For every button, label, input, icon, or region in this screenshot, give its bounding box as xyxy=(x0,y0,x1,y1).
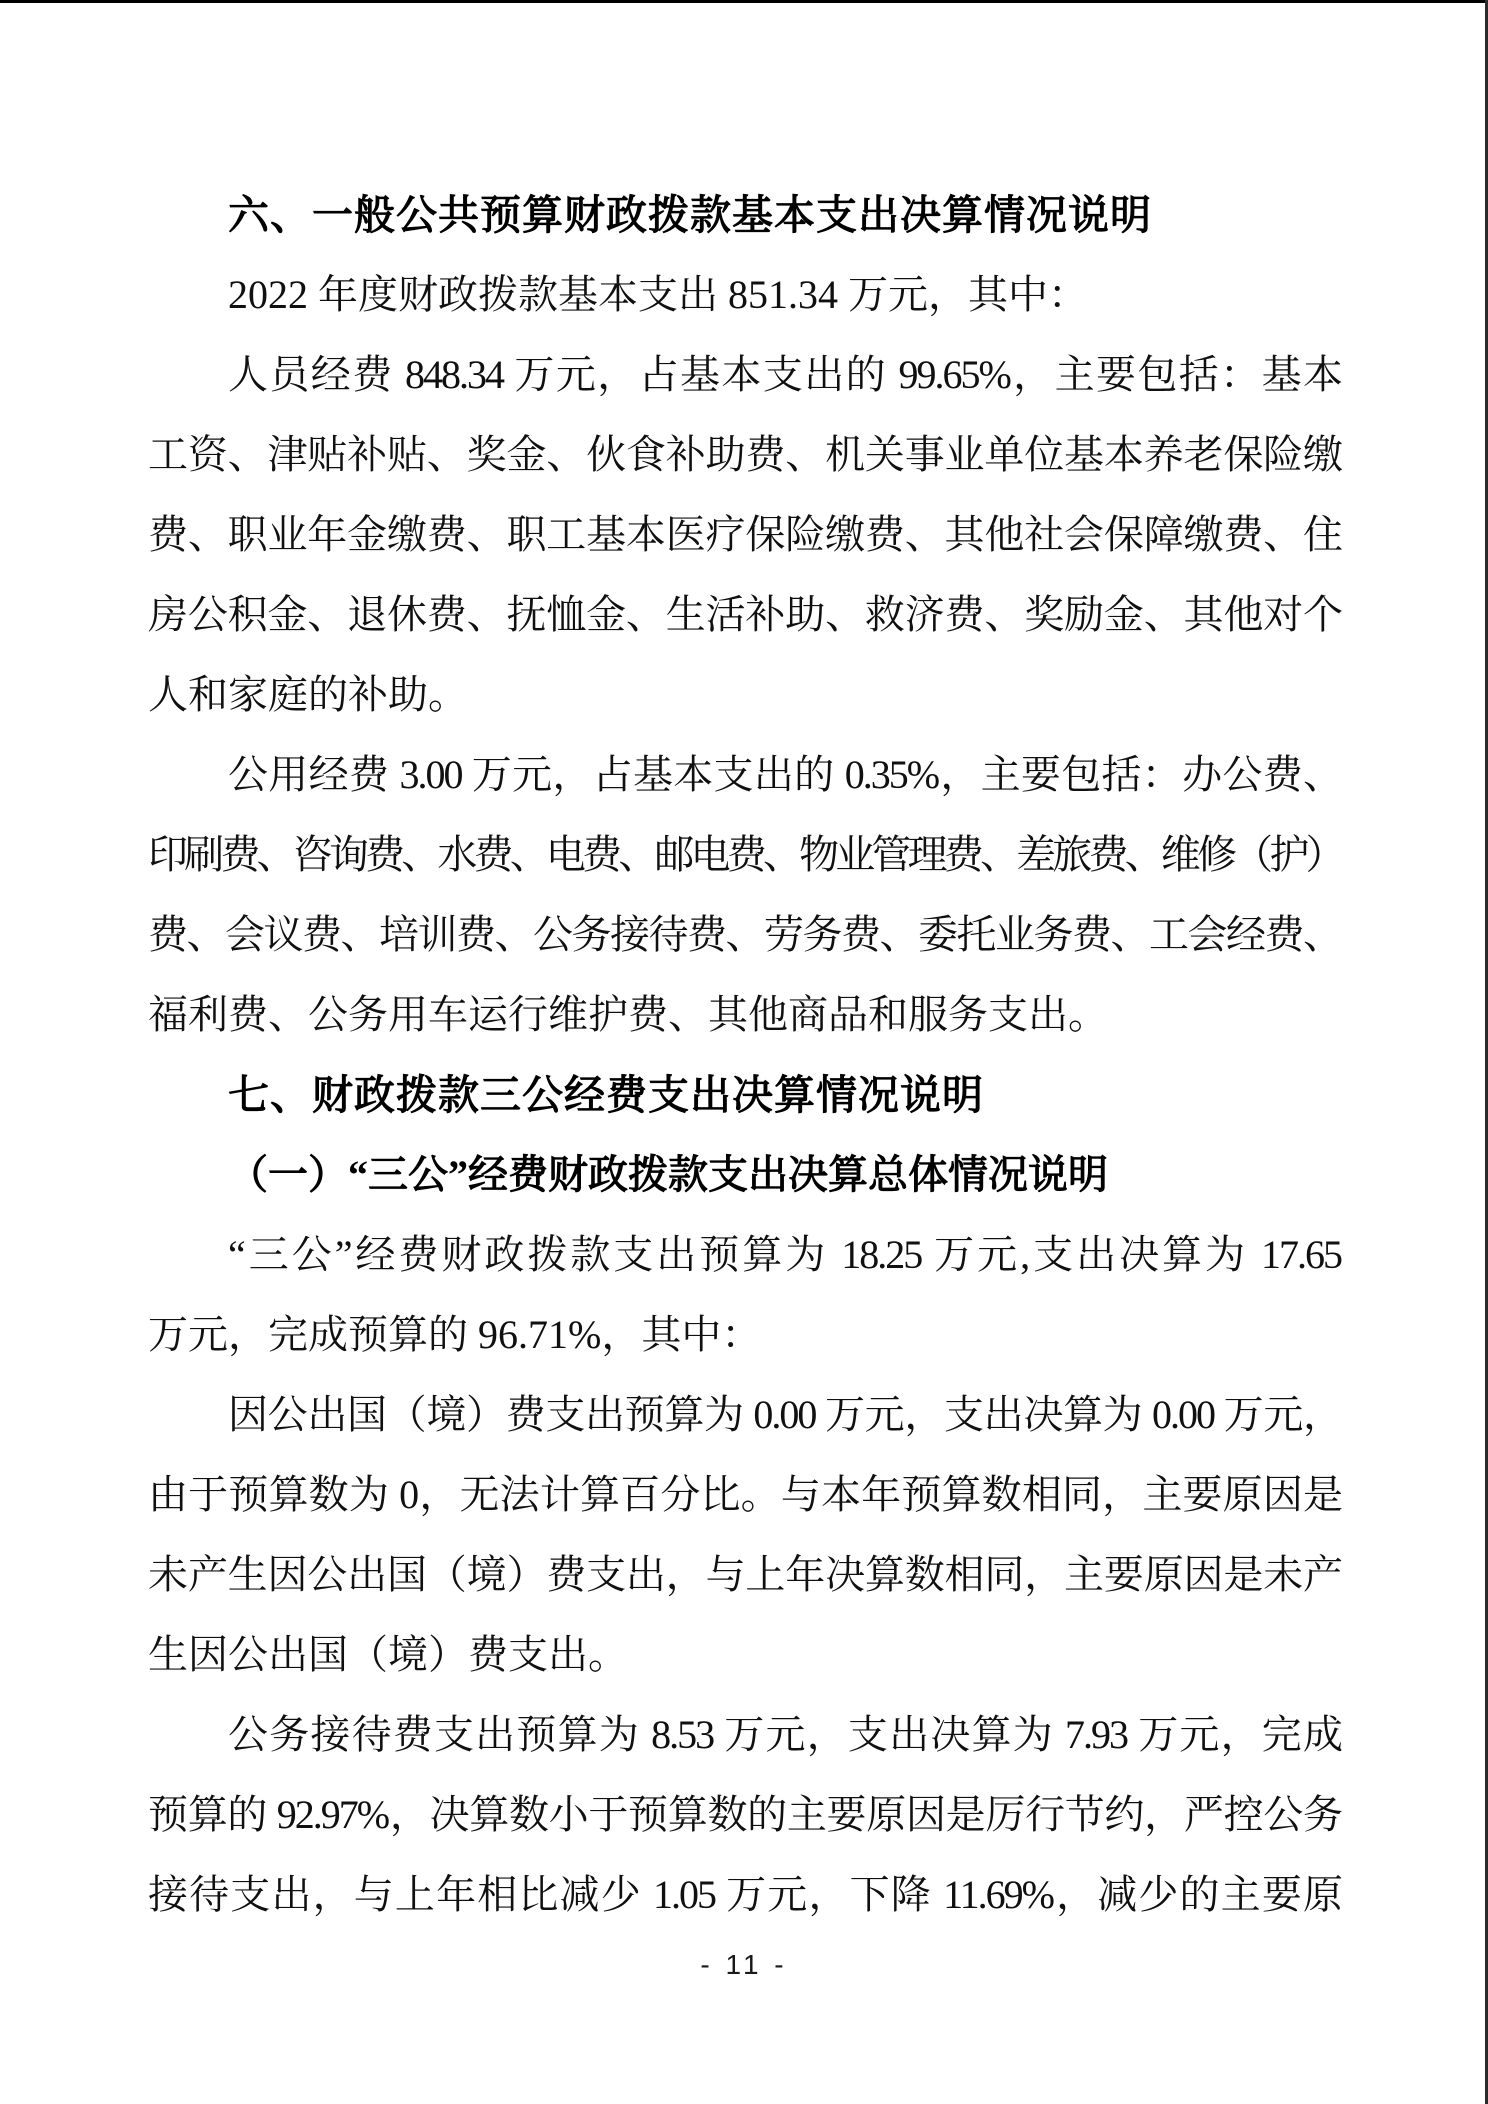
paragraph-line: 预算的 92.97%，决算数小于预算数的主要原因是厉行节约，严控公务 xyxy=(148,1792,1341,1837)
paragraph-line: 人员经费 848.34 万元，占基本支出的 99.65%，主要包括：基本 xyxy=(228,352,1341,397)
paragraph-line: 公用经费 3.00 万元，占基本支出的 0.35%，主要包括：办公费、 xyxy=(228,752,1341,797)
paragraph-line: 房公积金、退休费、抚恤金、生活补助、救济费、奖励金、其他对个 xyxy=(148,592,1341,637)
page-footer xyxy=(0,1942,1488,1988)
paragraph-line: 工资、津贴补贴、奖金、伙食补助费、机关事业单位基本养老保险缴 xyxy=(148,432,1341,477)
paragraph-line: 2022 年度财政拨款基本支出 851.34 万元，其中： xyxy=(228,272,1088,317)
paragraph-line: 费、会议费、培训费、公务接待费、劳务费、委托业务费、工会经费、 xyxy=(148,912,1341,957)
section-heading-line: 七、财政拨款三公经费支出决算情况说明 xyxy=(228,1072,984,1118)
paragraph-line: 万元，完成预算的 96.71%，其中： xyxy=(148,1312,762,1357)
paragraph-line: 生因公出国（境）费支出。 xyxy=(148,1632,628,1677)
paragraph-line: “三公”经费财政拨款支出预算为 18.25 万元,支出决算为 17.65 xyxy=(228,1232,1341,1277)
scan-border-top xyxy=(0,0,1488,3)
document-body xyxy=(148,175,1341,1935)
paragraph-line: 接待支出，与上年相比减少 1.05 万元，下降 11.69%，减少的主要原 xyxy=(148,1872,1341,1917)
paragraph-line: 人和家庭的补助。 xyxy=(148,672,468,717)
paragraph-line: 因公出国（境）费支出预算为 0.00 万元，支出决算为 0.00 万元， xyxy=(228,1392,1341,1437)
paragraph-line: 未产生因公出国（境）费支出，与上年决算数相同，主要原因是未产 xyxy=(148,1552,1341,1597)
paragraph-line: 费、职业年金缴费、职工基本医疗保险缴费、其他社会保障缴费、住 xyxy=(148,512,1341,557)
page-number: - 11 - xyxy=(700,1949,788,1980)
paragraph-line: 福利费、公务用车运行维护费、其他商品和服务支出。 xyxy=(148,992,1108,1037)
paragraph-line: 印刷费、咨询费、水费、电费、邮电费、物业管理费、差旅费、维修（护） xyxy=(148,832,1341,877)
paragraph-line: 由于预算数为 0，无法计算百分比。与本年预算数相同，主要原因是 xyxy=(148,1472,1341,1517)
sub-heading-line: （一）“三公”经费财政拨款支出决算总体情况说明 xyxy=(228,1152,1108,1197)
section-heading-line: 六、一般公共预算财政拨款基本支出决算情况说明 xyxy=(228,192,1152,238)
paragraph-line: 公务接待费支出预算为 8.53 万元，支出决算为 7.93 万元，完成 xyxy=(228,1712,1341,1757)
